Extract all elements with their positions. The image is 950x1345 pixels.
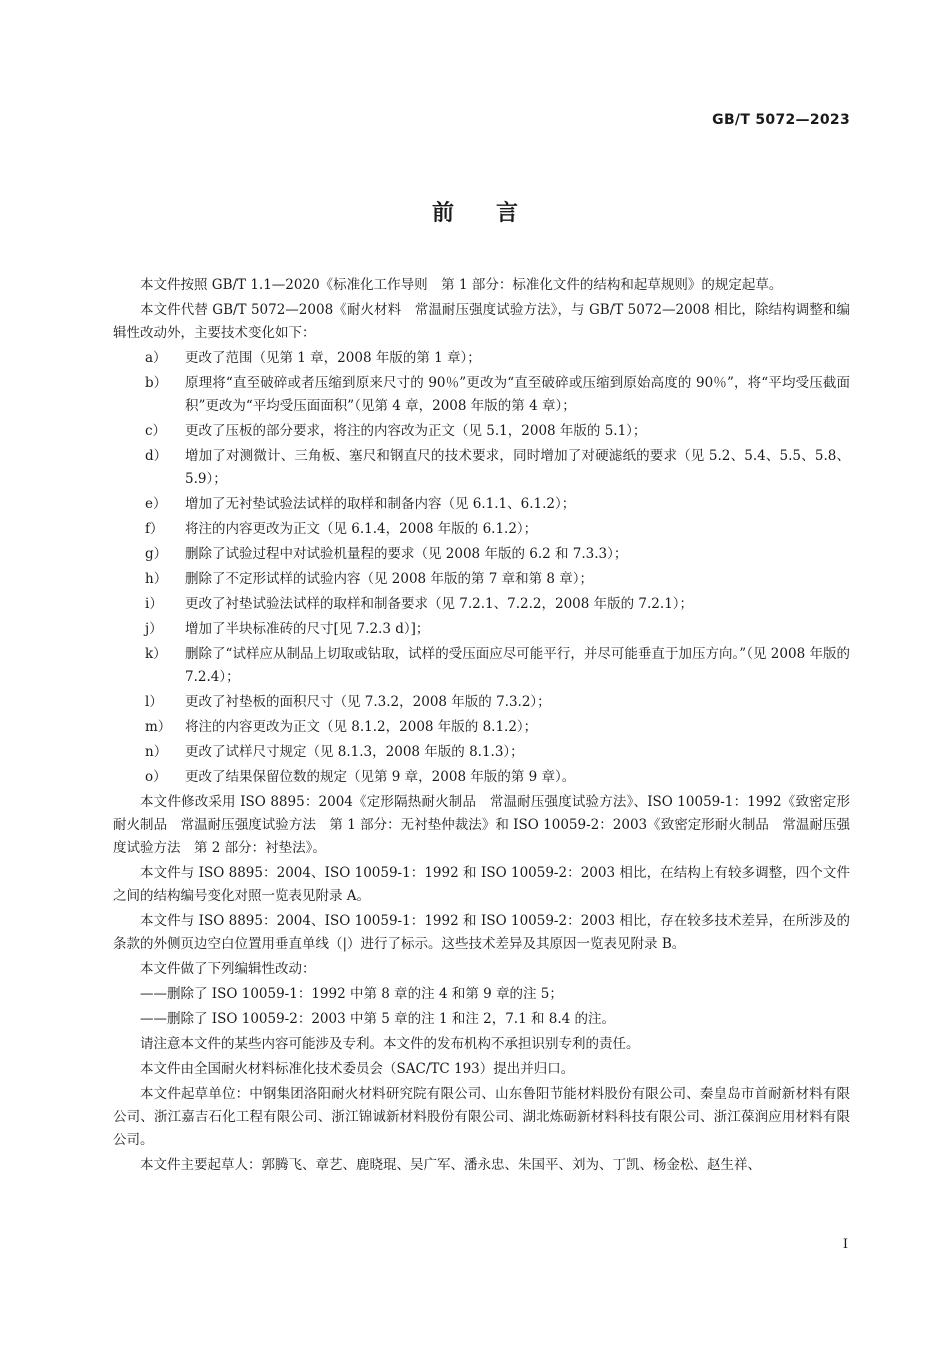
paragraph: 本文件代替 GB/T 5072—2008《耐火材料 常温耐压强度试验方法》，与 GB/T 5072—2008 相比，除结构调整和编辑性改动外，主要技术变化如下： xyxy=(113,302,850,341)
list-marker: f） xyxy=(145,521,164,537)
list-marker: b） xyxy=(145,375,168,391)
list-item xyxy=(113,347,850,370)
list-marker: i） xyxy=(145,596,163,612)
list-item xyxy=(113,716,850,739)
page-title: 前言 xyxy=(431,201,560,226)
document-body xyxy=(113,274,850,1179)
list-text: 更改了结果保留位数的规定（见第 9 章，2008 年版的第 9 章）。 xyxy=(185,769,576,785)
list-marker: l） xyxy=(145,694,163,710)
dash-item: ——删除了 ISO 10059-2：2003 中第 5 章的注 1 和注 2，7.1 和 8.4 的注。 xyxy=(140,1011,616,1027)
list-text: 更改了衬垫板的面积尺寸（见 7.3.2，2008 年版的 7.3.2）； xyxy=(185,694,551,710)
paragraph: 本文件起草单位：中钢集团洛阳耐火材料研究院有限公司、山东鲁阳节能材料股份有限公司、秦皇岛市首耐新材料有限公司、浙江嘉吉石化工程有限公司、浙江锦诚新材料股份有限公司、湖北炼砺新材料科技有限公司、浙江葆润应用材料有限公司。 xyxy=(113,1086,850,1148)
list-text: 增加了无衬垫试验法试样的取样和制备内容（见 6.1.1、6.1.2）； xyxy=(185,496,576,512)
list-marker: m） xyxy=(145,719,172,735)
list-item xyxy=(113,691,850,714)
list-marker: e） xyxy=(145,496,167,512)
list-item xyxy=(113,766,850,789)
list-text: 增加了对测微计、三角板、塞尺和钢直尺的技术要求，同时增加了对硬滤纸的要求（见 5.2、5.4、5.5、5.8、5.9）； xyxy=(185,448,850,487)
paragraph: 本文件按照 GB/T 1.1—2020《标准化工作导则 第 1 部分：标准化文件的结构和起草规则》的规定起草。 xyxy=(140,277,783,293)
paragraph: 本文件做了下列编辑性改动： xyxy=(140,961,316,977)
list-item xyxy=(113,372,850,418)
list-text: 更改了范围（见第 1 章，2008 年版的第 1 章）； xyxy=(185,350,481,366)
list-item xyxy=(113,493,850,516)
paragraph: 本文件由全国耐火材料标准化技术委员会（SAC/TC 193）提出并归口。 xyxy=(140,1061,575,1077)
list-marker: k） xyxy=(145,646,167,662)
paragraph: 本文件与 ISO 8895：2004、ISO 10059-1：1992 和 ISO 10059-2：2003 相比，存在较多技术差异，在所涉及的条款的外侧页边空白位置用垂直单线（|）进行了标示。这些技术差异及其原因一览表见附录 B。 xyxy=(113,913,850,952)
list-text: 删除了试验过程中对试验机量程的要求（见 2008 年版的 6.2 和 7.3.3）； xyxy=(185,546,628,562)
list-text: 将注的内容更改为正文（见 6.1.4，2008 年版的 6.1.2）； xyxy=(185,521,538,537)
dash-item: ——删除了 ISO 10059-1：1992 中第 8 章的注 4 和第 9 章的注 5； xyxy=(140,986,563,1002)
list-marker: d） xyxy=(145,448,168,464)
list-item xyxy=(113,593,850,616)
list-item xyxy=(113,420,850,443)
paragraph: 本文件主要起草人：郭腾飞、章艺、鹿晓琨、吴广军、潘永忠、朱国平、刘为、丁凯、杨金松、赵生祥、 xyxy=(140,1157,761,1173)
list-marker: a） xyxy=(145,350,167,366)
list-marker: g） xyxy=(145,546,168,562)
list-text: 更改了衬垫试验法试样的取样和制备要求（见 7.2.1、7.2.2，2008 年版的 7.2.1）； xyxy=(185,596,694,612)
list-marker: c） xyxy=(145,423,167,439)
list-item xyxy=(113,568,850,591)
paragraph: 请注意本文件的某些内容可能涉及专利。本文件的发布机构不承担识别专利的责任。 xyxy=(140,1036,640,1052)
list-text: 原理将“直至破碎或者压缩到原来尺寸的 90％”更改为“直至破碎或压缩到原始高度的 90％”，将“平均受压截面积”更改为“平均受压面面积”（见第 4 章，2008 年版的第 4 章）； xyxy=(185,375,850,414)
list-marker: n） xyxy=(145,744,168,760)
list-item xyxy=(113,643,850,689)
list-text: 增加了半块标准砖的尺寸[见 7.2.3 d）]； xyxy=(185,621,430,637)
paragraph: 本文件与 ISO 8895：2004、ISO 10059-1：1992 和 ISO 10059-2：2003 相比，在结构上有较多调整，四个文件之间的结构编号变化对照一览表见附录 A。 xyxy=(113,865,850,904)
list-marker: j） xyxy=(145,621,163,637)
list-marker: o） xyxy=(145,769,167,785)
list-item xyxy=(113,741,850,764)
list-text: 将注的内容更改为正文（见 8.1.2，2008 年版的 8.1.2）； xyxy=(185,719,538,735)
list-marker: h） xyxy=(145,571,168,587)
list-item xyxy=(113,445,850,491)
change-list xyxy=(113,347,850,789)
standard-code: GB/T 5072—2023 xyxy=(712,112,850,128)
page-number: I xyxy=(842,1237,848,1252)
list-item xyxy=(113,543,850,566)
list-item xyxy=(113,518,850,541)
list-text: 更改了压板的部分要求，将注的内容改为正文（见 5.1，2008 年版的 5.1）； xyxy=(185,423,647,439)
list-text: 删除了“试样应从制品上切取或钻取，试样的受压面应尽可能平行，并尽可能垂直于加压方向。”（见 2008 年版的 7.2.4）； xyxy=(185,646,850,685)
paragraph: 本文件修改采用 ISO 8895：2004《定形隔热耐火制品 常温耐压强度试验方法》、ISO 10059-1：1992《致密定形耐火制品 常温耐压强度试验方法 第 1 部分：无衬垫仲裁法》和 ISO 10059-2：2003《致密定形耐火制品 常温耐压强度试验方法 第 2 部分：衬垫法》。 xyxy=(113,794,850,856)
list-text: 更改了试样尺寸规定（见 8.1.3，2008 年版的 8.1.3）； xyxy=(185,744,524,760)
list-item xyxy=(113,618,850,641)
list-text: 删除了不定形试样的试验内容（见 2008 年版的第 7 章和第 8 章）； xyxy=(185,571,594,587)
